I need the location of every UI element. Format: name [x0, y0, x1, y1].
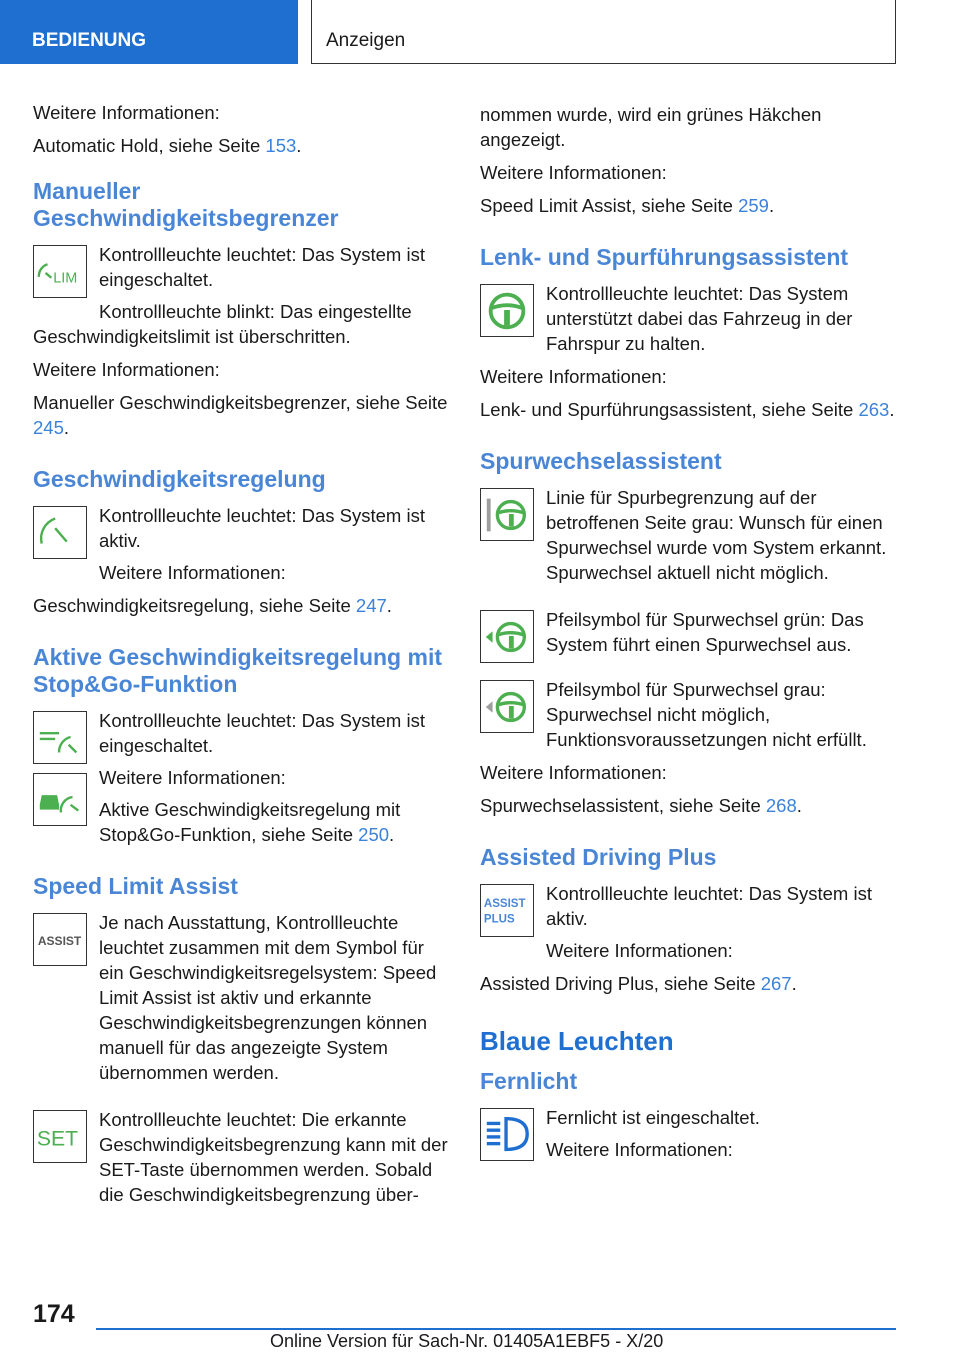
page-link-250[interactable]: 250	[358, 824, 390, 845]
lane-line2: Pfeilsymbol für Spurwechsel grün: Das System führt einen Spurwechsel aus.	[546, 609, 864, 655]
set-icon	[33, 1110, 87, 1163]
lane-change-arrow-green-icon	[480, 610, 534, 663]
steering-wheel-green-icon	[480, 284, 534, 337]
left-column	[33, 100, 448, 1215]
lim-ref: Manueller Geschwindigkeitsbegrenzer, siehe Seite 245.	[33, 392, 448, 438]
lane-change-line-icon	[480, 488, 534, 541]
adp-ref: Assisted Driving Plus, siehe Seite 267.	[480, 973, 797, 994]
lane-change-arrow-grey-icon	[480, 680, 534, 733]
cruise-more: Weitere Informationen:	[99, 562, 286, 583]
entry-lane-change-arrow-grey	[480, 677, 898, 752]
lane-ref: Spurwechselassistent, siehe Seite 268.	[480, 795, 802, 816]
sla-continued: nommen wurde, wird ein grünes Häkchen angezeigt.	[480, 104, 822, 150]
lane-line3: Pfeilsymbol für Spurwechsel grau: Spurwechsel nicht möglich, Funktionsvoraussetzungen nicht erfüllt.	[546, 679, 867, 750]
section-tab: BEDIENUNG	[0, 0, 298, 64]
chapter-blaue-leuchten: Blaue Leuchten	[480, 1026, 674, 1056]
lim-line1: Kontrollleuchte leuchtet: Das System ist eingeschaltet.	[99, 244, 425, 290]
speed-limiter-icon	[33, 245, 87, 298]
entry-lane-change-green	[480, 607, 898, 663]
acc-outline-icon	[33, 711, 87, 764]
assist-icon	[33, 913, 87, 966]
lane-line1: Linie für Spurbegrenzung auf der betroffenen Seite grau: Wunsch für einen Spurwechsel wurde vom System erkannt. Spurwechsel aktuell nicht möglich.	[546, 487, 887, 583]
acc-more: Weitere Informationen:	[99, 767, 286, 788]
adp-line1: Kontrollleuchte leuchtet: Das System ist aktiv.	[546, 883, 872, 929]
entry-high-beam	[480, 1105, 898, 1162]
entry-assist	[33, 910, 448, 1085]
heading-assisted-driving-plus: Assisted Driving Plus	[480, 844, 717, 870]
right-column	[480, 102, 898, 1170]
entry-assist-plus	[480, 881, 898, 963]
cruise-line1: Kontrollleuchte leuchtet: Das System ist aktiv.	[99, 505, 425, 551]
lim-more: Weitere Informationen:	[33, 359, 220, 380]
heading-manueller-begrenzer: Manueller Geschwindigkeitsbegrenzer	[33, 178, 339, 231]
subsection-header: Anzeigen	[311, 0, 896, 64]
page-link-153[interactable]: 153	[265, 135, 297, 156]
page-link-247[interactable]: 247	[355, 595, 387, 616]
set-icon-text: SET	[36, 1127, 79, 1151]
acc-vehicle-icon	[33, 773, 87, 826]
entry-steering	[480, 281, 898, 356]
steering-line1: Kontrollleuchte leuchtet: Das System unterstützt dabei das Fahrzeug in der Fahrspur zu halten.	[546, 283, 853, 354]
lim-icon-text: LIM	[53, 270, 78, 287]
footer-divider	[96, 1328, 896, 1330]
entry-acc	[33, 708, 448, 847]
entry-set	[33, 1107, 448, 1207]
adp-more: Weitere Informationen:	[546, 940, 733, 961]
intro-ref: Automatic Hold, siehe Seite 153.	[33, 135, 302, 156]
heading-geschwindigkeitsregelung: Geschwindigkeitsregelung	[33, 466, 326, 492]
lim-line2: Kontrollleuchte blinkt: Das eingestellte Geschwindigkeitslimit ist überschritten.	[33, 301, 412, 347]
page-number: 174	[33, 1300, 75, 1328]
steering-ref: Lenk- und Spurführungsassistent, siehe Seite 263.	[480, 399, 895, 420]
acc-ref: Aktive Geschwindigkeitsregelung mit Stop&Go-Funktion, siehe Seite 250.	[99, 799, 401, 845]
assist-line1: Je nach Ausstattung, Kontrollleuchte leuchtet zusammen mit dem Symbol für ein Geschwindigkeitsregelsystem: Speed Limit Assist ist aktiv und erkannte Geschwindigkeitsbegrenzungen können manuell für das angezeigte System übernommen werden.	[99, 912, 437, 1083]
assist-plus-text2: PLUS	[483, 913, 515, 926]
entry-lane-change-grey	[480, 485, 898, 585]
page-link-263[interactable]: 263	[858, 399, 890, 420]
page-link-268[interactable]: 268	[765, 795, 797, 816]
heading-fernlicht: Fernlicht	[480, 1068, 578, 1094]
acc-line1: Kontrollleuchte leuchtet: Das System ist eingeschaltet.	[99, 710, 425, 756]
steering-more: Weitere Informationen:	[480, 366, 667, 387]
page-link-259[interactable]: 259	[738, 195, 769, 216]
sla-more: Weitere Informationen:	[480, 162, 667, 183]
intro-more: Weitere Informationen:	[33, 102, 220, 123]
assist-plus-text1: ASSIST	[483, 898, 526, 911]
cruise-ref: Geschwindigkeitsregelung, siehe Seite 247.	[33, 595, 392, 616]
footer-version: Online Version für Sach-Nr. 01405A1EBF5 - X/20	[270, 1331, 664, 1351]
highbeam-line1: Fernlicht ist eingeschaltet.	[546, 1107, 760, 1128]
heading-aktive-regelung: Aktive Geschwindigkeitsregelung mit Stop&Go-Funktion	[33, 644, 442, 697]
sla-ref: Speed Limit Assist, siehe Seite 259.	[480, 195, 775, 216]
heading-speed-limit-assist: Speed Limit Assist	[33, 873, 238, 899]
page-link-267[interactable]: 267	[760, 973, 792, 994]
lane-more: Weitere Informationen:	[480, 762, 667, 783]
heading-lenk-spur: Lenk- und Spurführungsassistent	[480, 244, 849, 270]
entry-lim	[33, 242, 448, 349]
cruise-control-icon	[33, 506, 87, 559]
set-line: Kontrollleuchte leuchtet: Die erkannte Geschwindigkeitsbegrenzung kann mit der SET-Taste übernommen werden. Sobald die Geschwindigkeitsbegrenzung über-	[99, 1109, 448, 1205]
assist-plus-icon	[480, 884, 534, 937]
page-link-245[interactable]: 245	[33, 417, 64, 438]
assist-icon-text: ASSIST	[37, 933, 82, 948]
highbeam-more: Weitere Informationen:	[546, 1139, 733, 1160]
high-beam-icon	[480, 1108, 534, 1161]
heading-spurwechsel: Spurwechselassistent	[480, 448, 722, 474]
entry-cruise	[33, 503, 448, 585]
